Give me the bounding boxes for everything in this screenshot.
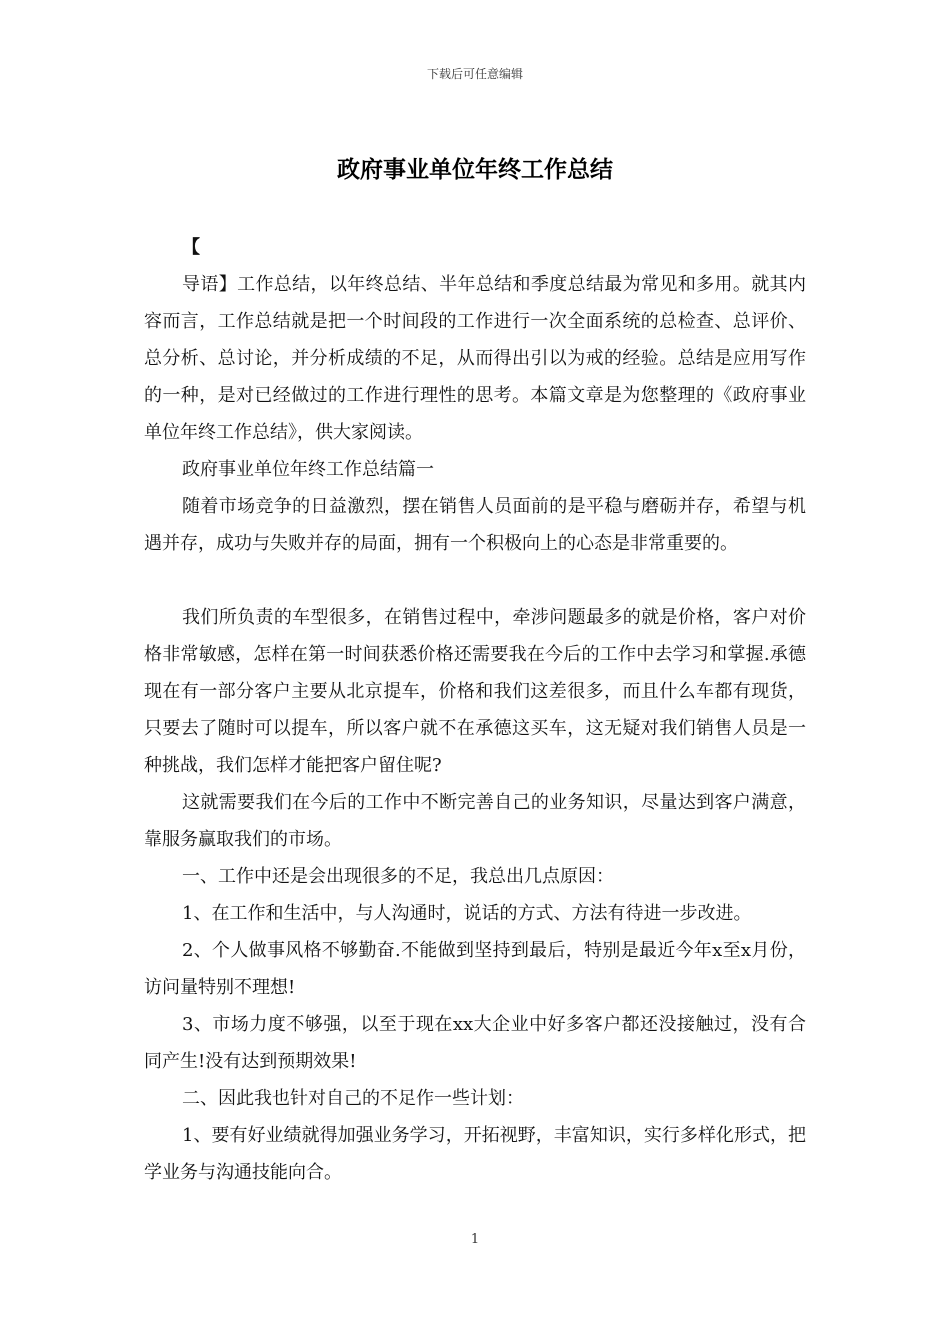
list-item: 2、个人做事风格不够勤奋.不能做到坚持到最后，特别是最近今年x至x月份，访问量特别不理想! [144,940,806,998]
paragraph-bracket: 【 [182,237,200,258]
list-heading: 二、因此我也针对自己的不足作一些计划： [182,1088,524,1109]
page-number: 1 [470,1232,480,1247]
section-heading: 政府事业单位年终工作总结篇一 [182,459,434,480]
paragraph-intro: 导语】工作总结，以年终总结、半年总结和季度总结最为常见和多用。就其内容而言，工作总结就是把一个时间段的工作进行一次全面系统的总检查、总评价、总分析、总讨论，并分析成绩的不足，从而得出引以为戒的经验。总结是应用写作的一种，是对已经做过的工作进行理性的思考。本篇文章是为您整理的《政府事业单位年终工作总结》，供大家阅读。 [144,274,806,443]
list-item: 1、在工作和生活中，与人沟通时，说话的方式、方法有待进一步改进。 [182,903,752,924]
paragraph: 这就需要我们在今后的工作中不断完善自己的业务知识，尽量达到客户满意，靠服务赢取我们的市场。 [144,792,806,850]
list-item: 1、要有好业绩就得加强业务学习，开拓视野，丰富知识，实行多样化形式，把学业务与沟通技能向合。 [144,1125,806,1183]
document-title: 政府事业单位年终工作总结 [337,156,613,183]
header-note: 下载后可任意编辑 [426,67,523,81]
list-item: 3、市场力度不够强，以至于现在xx大企业中好多客户都还没接触过，没有合同产生!没有达到预期效果! [144,1014,806,1072]
paragraph: 我们所负责的车型很多，在销售过程中，牵涉问题最多的就是价格，客户对价格非常敏感，怎样在第一时间获悉价格还需要我在今后的工作中去学习和掌握.承德现在有一部分客户主要从北京提车，价格和我们这差很多，而且什么车都有现货，只要去了随时可以提车，所以客户就不在承德这买车，这无疑对我们销售人员是一种挑战，我们怎样才能把客户留住呢? [144,607,806,776]
paragraph: 随着市场竞争的日益激烈，摆在销售人员面前的是平稳与磨砺并存，希望与机遇并存，成功与失败并存的局面，拥有一个积极向上的心态是非常重要的。 [144,496,806,554]
list-heading: 一、工作中还是会出现很多的不足，我总出几点原因： [182,866,614,887]
document-body [144,229,806,1191]
